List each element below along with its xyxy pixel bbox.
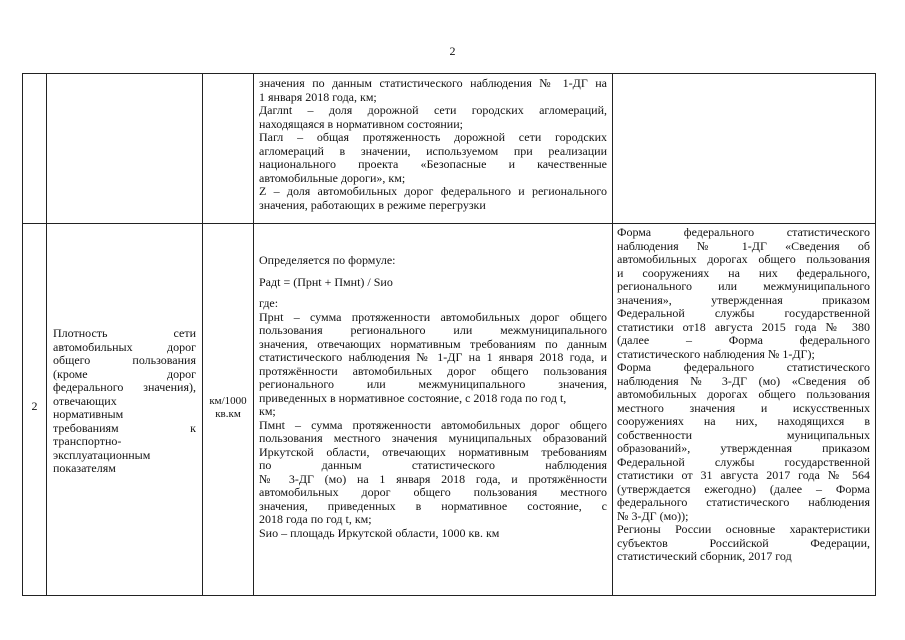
indicator-line: требованиям к <box>53 420 196 435</box>
description-line: значения, работающих в режиме перегрузки <box>259 197 486 212</box>
description-line: национального проекта «Безопасные и качественные <box>259 157 607 171</box>
row-divider <box>22 223 876 224</box>
source-line: значения», утвержденная приказом <box>617 292 870 307</box>
description-line: 1 января 2018 года, км; <box>259 89 377 104</box>
method-line: № 3-ДГ (мо) на 1 января 2018 года, и протяжённости <box>259 471 607 486</box>
method-line: значения, отвечающих нормативным требованиям по данным <box>259 336 607 351</box>
description-line: находящаяся в нормативном состоянии; <box>259 116 463 131</box>
method-line: Пмнt – сумма протяженности автомобильных дорог общего <box>259 417 607 432</box>
source-line: собственности муниципальных <box>617 427 870 442</box>
table-bottom-border <box>22 595 876 596</box>
source-line: статистический сборник, 2017 год <box>617 549 792 563</box>
method-line: Прнt – сумма протяженности автомобильных дорог общего <box>259 309 607 324</box>
method-line: где: <box>259 296 279 310</box>
table-top-border <box>22 73 876 74</box>
row2-indicator-name <box>53 327 196 476</box>
source-line: (далее – Форма федерального <box>617 333 870 347</box>
indicator-line: автомобильных дорог <box>53 339 196 354</box>
source-line: статистики от 31 августа 2017 года № 564 <box>617 468 870 482</box>
source-line: Регионы России основные характеристики <box>617 522 870 536</box>
col-border-1 <box>46 73 47 596</box>
source-line: наблюдения № 3-ДГ (мо) «Сведения об <box>617 373 870 388</box>
source-line: субъектов Российской Федерации, <box>617 535 870 550</box>
unit-line: км/1000 <box>209 395 247 407</box>
method-line: статистического наблюдения № 1-ДГ на 1 января 2018 года, и <box>259 350 607 364</box>
source-line: регионального или межмуниципального <box>617 279 870 293</box>
method-line: км; <box>259 404 276 418</box>
description-line: агломераций в значении, используемом при реализации <box>259 143 607 158</box>
method-line: автомобильных дорог общего пользования местного <box>259 485 607 499</box>
source-line: № 3-ДГ (мо)); <box>617 508 689 523</box>
col-border-2 <box>202 73 203 596</box>
source-line: (утверждается ежегодно) (далее – Форма <box>617 481 870 496</box>
source-line: статистики от18 августа 2015 года № 380 <box>617 319 870 334</box>
col-border-3 <box>253 73 254 596</box>
indicator-line: федерального значения), <box>53 380 196 394</box>
description-line: Пагл – общая протяженность дорожной сети городских <box>259 130 607 144</box>
page-number: 2 <box>449 44 456 58</box>
source-line: автомобильных дорогах общего пользования <box>617 252 870 266</box>
row2-unit <box>203 395 253 421</box>
row2-data-source <box>617 226 870 564</box>
source-line: федерального статистического наблюдения <box>617 495 870 509</box>
method-line: пользования регионального или межмуниципального <box>259 323 607 337</box>
source-line: Федеральной службы государственной <box>617 454 870 469</box>
source-line: Форма федерального статистического <box>617 360 870 374</box>
row1-description <box>259 77 607 212</box>
indicator-line: отвечающих <box>53 393 117 408</box>
indicator-line: эксплуатационным <box>53 447 151 462</box>
col-border-left <box>22 73 23 596</box>
method-line: приведенных в нормативное состояние, с 2018 года по год t, <box>259 390 567 405</box>
indicator-line: транспортно- <box>53 434 122 448</box>
method-line: значения, приведенных в нормативное состояние, с <box>259 498 607 513</box>
description-line: Даглnt – доля дорожной сети городских агломераций, <box>259 103 607 117</box>
col-border-4 <box>612 73 613 596</box>
method-line: по данным статистического наблюдения <box>259 458 607 472</box>
source-line: автомобильных дорогах общего пользования <box>617 387 870 401</box>
unit-line: кв.км <box>215 408 241 420</box>
indicator-line: нормативным <box>53 407 124 421</box>
method-line: Радt = (Прнt + Пмнt) / Sио <box>259 274 393 289</box>
description-line: автомобильные дороги», км; <box>259 170 406 185</box>
method-line: Sио – площадь Иркутской области, 1000 кв. км <box>259 525 500 540</box>
method-line: регионального или межмуниципального значения, <box>259 377 607 391</box>
description-line: значения по данным статистического наблюдения № 1-ДГ на <box>259 77 607 90</box>
indicator-line: показателям <box>53 461 116 475</box>
col-border-right <box>875 73 876 596</box>
source-line: местного значения и искусственных <box>617 400 870 415</box>
method-line: протяжённости автомобильных дорог общего пользования <box>259 363 607 378</box>
method-line: Определяется по формуле: <box>259 254 396 267</box>
description-line: Z – доля автомобильных дорог федерального и регионального <box>259 184 607 198</box>
source-line: и сооружениях на них федерального, <box>617 265 870 280</box>
indicator-line: (кроме дорог <box>53 366 196 381</box>
indicator-line: Плотность сети <box>53 327 196 340</box>
method-line: 2018 года по год t, км; <box>259 512 372 526</box>
source-line: Форма федерального статистического <box>617 226 870 239</box>
row2-calculation-method <box>259 254 607 540</box>
row2-number: 2 <box>31 400 38 413</box>
method-line: пользования местного значения муниципальных образований <box>259 431 607 445</box>
method-line: Иркутской области, отвечающих нормативным требованиям <box>259 444 607 459</box>
source-line: наблюдения № 1-ДГ «Сведения об <box>617 238 870 253</box>
source-line: Федеральной службы государственной <box>617 306 870 320</box>
indicator-line: общего пользования <box>53 353 196 367</box>
source-line: сооружениях на них, находящихся в <box>617 414 870 428</box>
source-line: образований», утвержденная приказом <box>617 441 870 455</box>
source-line: статистического наблюдения № 1-ДГ); <box>617 346 815 361</box>
